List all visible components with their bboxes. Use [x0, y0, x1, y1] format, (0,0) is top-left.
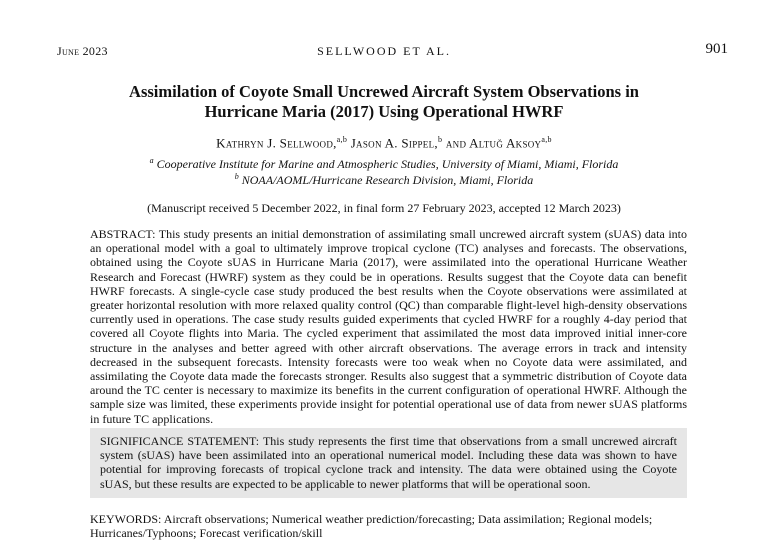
- affiliation-marker: a: [149, 156, 154, 165]
- keywords-label: KEYWORDS:: [90, 512, 162, 526]
- author-affiliation-marker: a,b: [336, 135, 348, 144]
- author-name: Kathryn J. Sellwood,: [216, 135, 337, 151]
- abstract-text: This study presents an initial demonstration of assimilating small uncrewed aircraft system (sUAS) data into an operational model with a goal to ultimately improve tropical cyclone (TC) analyses and forecasts. The observations, obtained using the Coyote sUAS in Hurricane Maria (2017), were assimilated into the operational Hurricane Weather Research and Forecast (HWRF) system as they could be in operations. Results suggest that the Coyote data can benefit HWRF forecasts. A single-cycle case study produced the best results when the Coyote observations were assimilated at greater horizontal resolution with more relaxed quality control (QC) than comparable flight-level high-density observations currently used in operations. The case study results guided experiments that cycled HWRF for a roughly 4-day period that covered all Coyote flights into Maria. The cycled experiment that assimilated the most data improved initial inner-core structure in the analyses and better agreed with other aircraft observations. The average errors in track and intensity decreased in the subsequent forecasts. Intensity forecasts were too weak when no Coyote data were assimilated, and assimilating the Coyote data made the forecasts stronger. Results also suggest that a symmetric distribution of Coyote data around the TC center is necessary to maximize its benefits in the current configuration of operational HWRF. Although the sample size was limited, these experiments provide insight for potential operational use of data from newer sUAS platforms in future TC applications.: [90, 227, 687, 426]
- running-title: SELLWOOD ET AL.: [317, 44, 451, 58]
- manuscript-dates: (Manuscript received 5 December 2022, in final form 27 February 2023, accepted 12 March 2023): [147, 201, 621, 215]
- keywords-text: Aircraft observations; Numerical weather prediction/forecasting; Data assimilation; Regional models; Hurricanes/Typhoons; Forecast verification/skill: [90, 512, 653, 541]
- significance-statement: [90, 428, 687, 498]
- abstract-label: ABSTRACT:: [90, 227, 156, 241]
- issue-year: 2023: [82, 44, 108, 58]
- page-number: 901: [705, 41, 728, 57]
- affiliation-text: Cooperative Institute for Marine and Atmospheric Studies, University of Miami, Miami, Florida: [156, 157, 619, 171]
- affiliation-marker: b: [234, 172, 239, 181]
- issue-month: June: [57, 44, 80, 58]
- author-name: and Altuğ Aksoy: [445, 135, 542, 151]
- affiliation: [0, 156, 768, 172]
- significance-text: This study represents the first time that observations from a small uncrewed aircraft system (sUAS) have been assimilated into an operational numerical model. Including these data was shown to have potential for improving forecasts of tropical cyclone track and intensity. The data were obtained using the Coyote sUAS, but these results are expected to be applicable to newer platforms that will be operational soon.: [100, 434, 677, 491]
- keywords: [90, 512, 687, 540]
- author-affiliation-marker: a,b: [541, 135, 552, 144]
- author-affiliation-marker: b: [437, 135, 443, 144]
- running-header: [0, 41, 768, 64]
- paper-title: Assimilation of Coyote Small Uncrewed Aircraft System Observations in Hurricane Maria (2017) Using Operational HWRF: [129, 82, 639, 121]
- abstract: [90, 227, 687, 426]
- significance-label: SIGNIFICANCE STATEMENT:: [100, 434, 260, 448]
- author-list: [0, 135, 768, 151]
- author-name: Jason A. Sippel,: [350, 135, 438, 151]
- affiliation: [0, 172, 768, 188]
- affiliation-text: NOAA/AOML/Hurricane Research Division, Miami, Florida: [241, 173, 534, 187]
